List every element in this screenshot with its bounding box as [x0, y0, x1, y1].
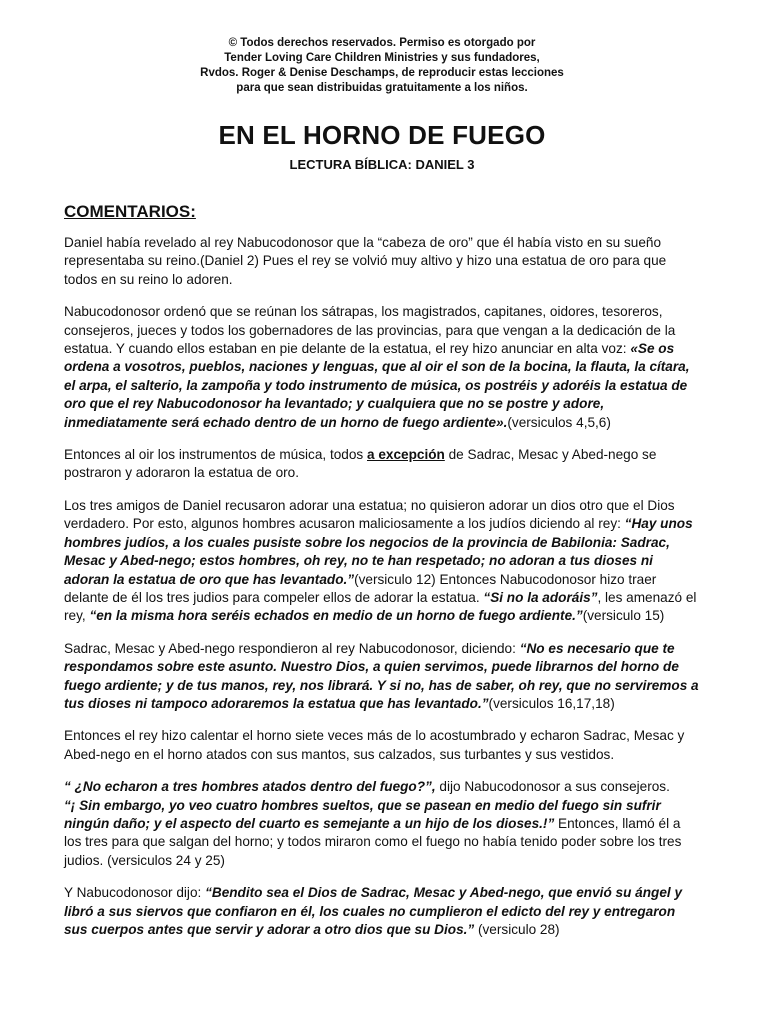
- bible-reading-subtitle: LECTURA BÍBLICA: DANIEL 3: [289, 157, 475, 172]
- quote: “No es necesario que te respondamos sobre este asunto. Nuestro Dios, a quien servimos, puede librarnos del horno de fuego ardiente; y de tus manos, rey, nos librará. Y si no, has de saber, oh rey, que no serviremos a tus dioses ni tampoco adoraremos la estatua que has levantado.”: [64, 640, 699, 711]
- paragraph-2: Nabucodonosor ordenó que se reúnan los sátrapas, los magistrados, capitanes, oidores, tesoreros, consejeros, jueces y todos los gobernadores de las provincias, para que vengan a la dedicación de la estatua. Y cuando ellos estaban en pie delante de la estatua, el rey hizo anunciar en alta voz: «Se os ordena a vosotros, pueblos, naciones y lenguas, que al oir el son de la bocina, la flauta, la cítara, el arpa, el salterio, la zampoña y todo instrumento de música, os postréis y adoréis la estatua de oro que el rey Nabucodonosor ha levantado; y cualquiera que no se postre y adore, inmediatamente será echado dentro de un horno de fuego ardiente».(versiculos 4,5,6): [64, 304, 690, 430]
- copyright-line: para que sean distribuidas gratuitamente a los niños.: [236, 82, 528, 94]
- quote: “ ¿No echaron a tres hombres atados dentro del fuego?”,: [64, 779, 436, 795]
- paragraph-6: Entonces el rey hizo calentar el horno siete veces más de lo acostumbrado y echaron Sadrac, Mesac y Abed-nego en el horno atados con sus mantos, sus calzados, sus turbantes y sus vestidos.: [64, 728, 685, 762]
- quote: “Hay unos hombres judíos, a los cuales pusiste sobre los negocios de la provincia de Babilonia: Sadrac, Mesac y Abed-nego; estos hombres, oh rey, no te han respetado; no adoran a tus dioses ni adoran la estatua de oro que has levantado.”: [64, 516, 693, 587]
- quote: “Si no la adoráis”: [483, 589, 598, 605]
- quote: “en la misma hora seréis echados en medio de un horno de fuego ardiente.”: [89, 608, 583, 624]
- lesson-title: EN EL HORNO DE FUEGO: [218, 120, 546, 150]
- document-page: [64, 36, 700, 939]
- copyright-notice: [64, 36, 700, 96]
- paragraph-4: Los tres amigos de Daniel recusaron adorar una estatua; no quisieron adorar un dios otro que el Dios verdadero. Por esto, algunos hombres acusaron maliciosamente a los judíos diciendo al rey: “Hay unos hombres judíos, a los cuales pusiste sobre los negocios de la provincia de Babilonia: Sadrac, Mesac y Abed-nego; estos hombres, oh rey, no te han respetado; no adoran a tus dioses ni adoran la estatua de oro que has levantado.”(versiculo 12) Entonces Nabucodonosor hizo traer delante de él los tres judios para compeler ellos de adorar la estatua. “Si no la adoráis”, les amenazó el rey, “en la misma hora seréis echados en medio de un horno de fuego ardiente.”(versiculo 15): [64, 497, 697, 624]
- quote: “¡ Sin embargo, yo veo cuatro hombres sueltos, que se pasean en medio del fuego sin sufrir ningún daño; y el aspecto del cuarto es semejante a un hijo de los dioses.!”: [64, 797, 661, 831]
- copyright-line: © Todos derechos reservados. Permiso es otorgado por: [228, 37, 536, 49]
- paragraph-1: Daniel había revelado al rey Nabucodonosor que la “cabeza de oro” que él había visto en su sueño representaba su reino.(Daniel 2) Pues el rey se volvió muy altivo y hizo una estatua de oro para que todos en su reino lo adoren.: [64, 235, 667, 287]
- quote: «Se os ordena a vosotros, pueblos, naciones y lenguas, que al oir el son de la bocina, la flauta, la cítara, el arpa, el salterio, la zampoña y todo instrumento de música, os postréis y adoréis la estatua de oro que el rey Nabucodonosor ha levantado; y cualquiera que no se postre y adore, inmediatamente será echado dentro de un horno de fuego ardiente».: [64, 341, 690, 430]
- paragraph-7: “ ¿No echaron a tres hombres atados dentro del fuego?”, dijo Nabucodonosor a sus consejeros. “¡ Sin embargo, yo veo cuatro hombres sueltos, que se pasean en medio del fuego sin sufrir ningún daño; y el aspecto del cuarto es semejante a un hijo de los dioses.!” Entonces, llamó él a los tres para que salgan del horno; y todos miraron como el fuego no había tenido poder sobre los tres judios. (versiculos 24 y 25): [64, 779, 682, 868]
- copyright-line: Tender Loving Care Children Ministries y sus fundadores,: [224, 52, 540, 64]
- paragraph-8: Y Nabucodonosor dijo: “Bendito sea el Dios de Sadrac, Mesac y Abed-nego, que envió su ángel y libró a sus siervos que confiaron en él, los cuales no cumplieron el edicto del rey y entregaron sus cuerpos antes que servir y adorar a otro dios que su Dios.” (versiculo 28): [64, 885, 683, 937]
- copyright-line: Rvdos. Roger & Denise Deschamps, de reproducir estas lecciones: [200, 67, 564, 79]
- quote: “Bendito sea el Dios de Sadrac, Mesac y Abed-nego, que envió su ángel y libró a sus siervos que confiaron en él, los cuales no cumplieron el edicto del rey y entregaron sus cuerpos antes que servir y adorar a otro dios que su Dios.”: [64, 885, 683, 937]
- section-heading: COMENTARIOS:: [64, 202, 196, 221]
- paragraph-5: Sadrac, Mesac y Abed-nego respondieron al rey Nabucodonosor, diciendo: “No es necesario que te respondamos sobre este asunto. Nuestro Dios, a quien servimos, puede librarnos del horno de fuego ardiente; y de tus manos, rey, nos librará. Y si no, has de saber, oh rey, que no serviremos a tus dioses ni tampoco adoraremos la estatua que has levantado.”(versiculos 16,17,18): [64, 640, 699, 711]
- paragraph-3: Entonces al oir los instrumentos de música, todos a excepción de Sadrac, Mesac y Abed-nego se postraron y adoraron la estatua de oro.: [64, 447, 657, 481]
- emphasis-underlined: a excepción: [367, 447, 445, 463]
